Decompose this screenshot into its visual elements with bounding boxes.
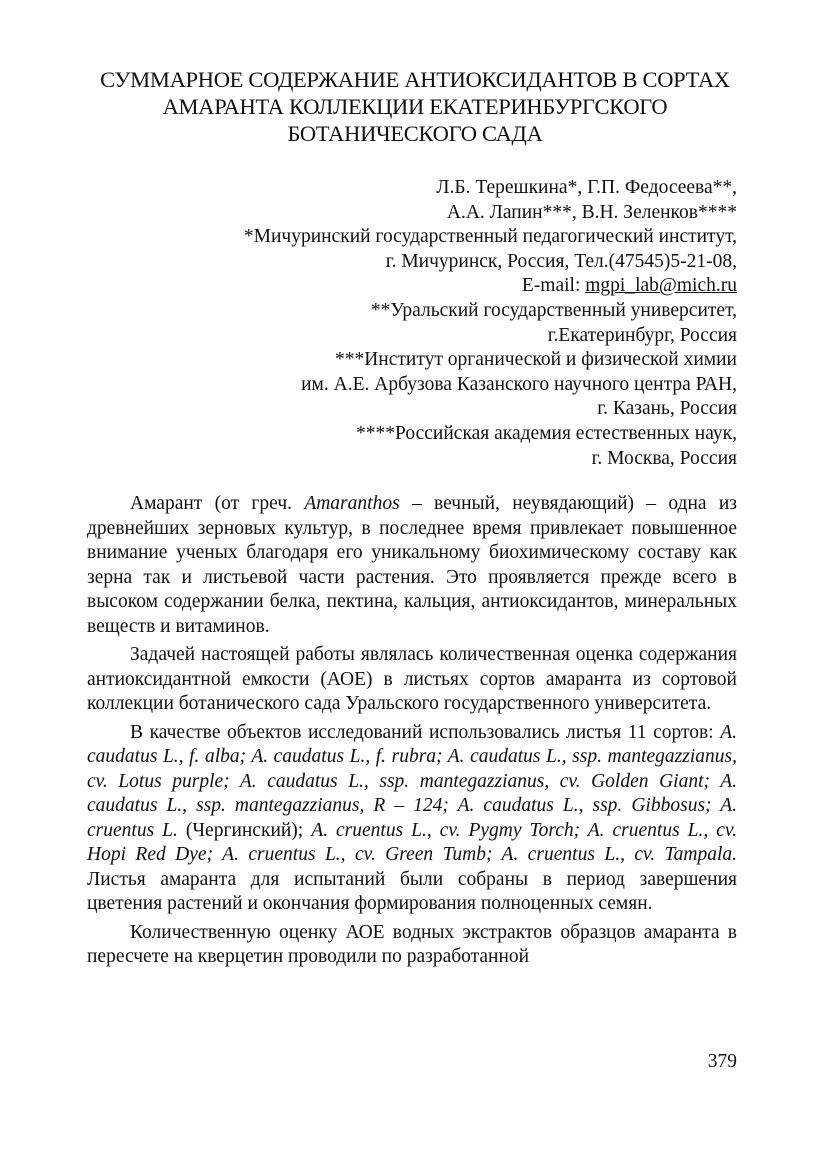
p3-text-c: Листья амаранта для испытаний были собраны в период завершения цветения растений и окончания формирования полноценных семян. — [87, 868, 737, 914]
affiliation-1-line-1: *Мичуринский государственный педагогический институт, — [243, 226, 737, 248]
email-line — [244, 274, 737, 299]
p3-species-list-2: A. cruentus L., cv. Pygmy Torch; A. cruentus L., cv. Hopi Red Dye; A. cruentus L., cv. Green Tumb; A. cruentus L., cv. Tampala. — [87, 819, 737, 865]
paragraph-1 — [87, 492, 737, 639]
affiliation-2-line-2: г.Екатеринбург, Россия — [547, 324, 737, 346]
affiliation-2-line-1: **Уральский государственный университет, — [370, 299, 737, 321]
article-title — [60, 66, 770, 147]
authors-line-2: А.А. Лапин***, В.Н. Зеленков**** — [446, 201, 737, 223]
p1-italic-term: Amaranthos — [304, 493, 400, 514]
p3-text-a: В качестве объектов исследований использовались листья 11 сортов: — [130, 721, 721, 743]
p3-text-b: (Чергинский); — [177, 819, 312, 841]
email-link[interactable]: mgpi_lab@mich.ru — [585, 275, 737, 297]
p1-text-b: – вечный, неувядающий) – одна из древнейших зерновых культур, в последнее время привлекает повышенное внимание ученых благодаря его уникальному биохимическому составу как зерна так и листьевой части растения. Это проявляется прежде всего в высоком содержании белка, пектина, кальция, антиоксидантов, минеральных веществ и витаминов. — [87, 493, 737, 637]
title-line-3: БОТАНИЧЕСКОГО САДА — [287, 121, 543, 146]
affiliation-4-line-2: г. Москва, Россия — [591, 447, 737, 469]
authors-line-1: Л.Б. Терешкина*, Г.П. Федосеева**, — [436, 177, 737, 198]
p3-species-list-1: A. caudatus L., f. alba; A. caudatus L., f. rubra; A. caudatus L., ssp. mantegazzianus, cv. Lotus purple; A. caudatus L., ssp. mantegazzianus, cv. Golden Giant; A. caudatus L., ssp. mantegazzianus, R – 124; A. caudatus L., ssp. Gibbosus; A. cruentus L. — [87, 721, 737, 841]
affiliation-3-line-3: г. Казань, Россия — [597, 398, 737, 420]
email-label: E-mail: — [521, 275, 586, 297]
affiliation-4-line-1: ****Российская академия естественных наук, — [356, 422, 737, 444]
affiliation-3-line-1: ***Институт органической и физической химии — [334, 349, 737, 371]
page-number: 379 — [707, 1051, 737, 1072]
paragraph-2: Задачей настоящей работы являлась количественная оценка содержания антиоксидантной емкости (АОЕ) в листьях сортов амаранта из сортовой коллекции ботанического сада Уральского государственного университета. — [87, 644, 737, 714]
affiliation-3-line-2: им. А.Е. Арбузова Казанского научного центра РАН, — [301, 373, 737, 395]
body-text — [87, 492, 737, 970]
title-line-2: АМАРАНТА КОЛЛЕКЦИИ ЕКАТЕРИНБУРГСКОГО — [162, 94, 668, 119]
authors-block — [244, 176, 737, 471]
affiliation-1-line-2: г. Мичуринск, Россия, Тел.(47545)5-21-08, — [385, 250, 737, 272]
p1-text-a: Амарант (от греч. — [130, 493, 305, 514]
paragraph-3 — [87, 721, 737, 917]
paragraph-4: Количественную оценку АОЕ водных экстрактов образцов амаранта в пересчете на кверцетин проводили по разработанной — [87, 921, 737, 967]
title-line-1: СУММАРНОЕ СОДЕРЖАНИЕ АНТИОКСИДАНТОВ В СОРТАХ — [100, 67, 730, 92]
